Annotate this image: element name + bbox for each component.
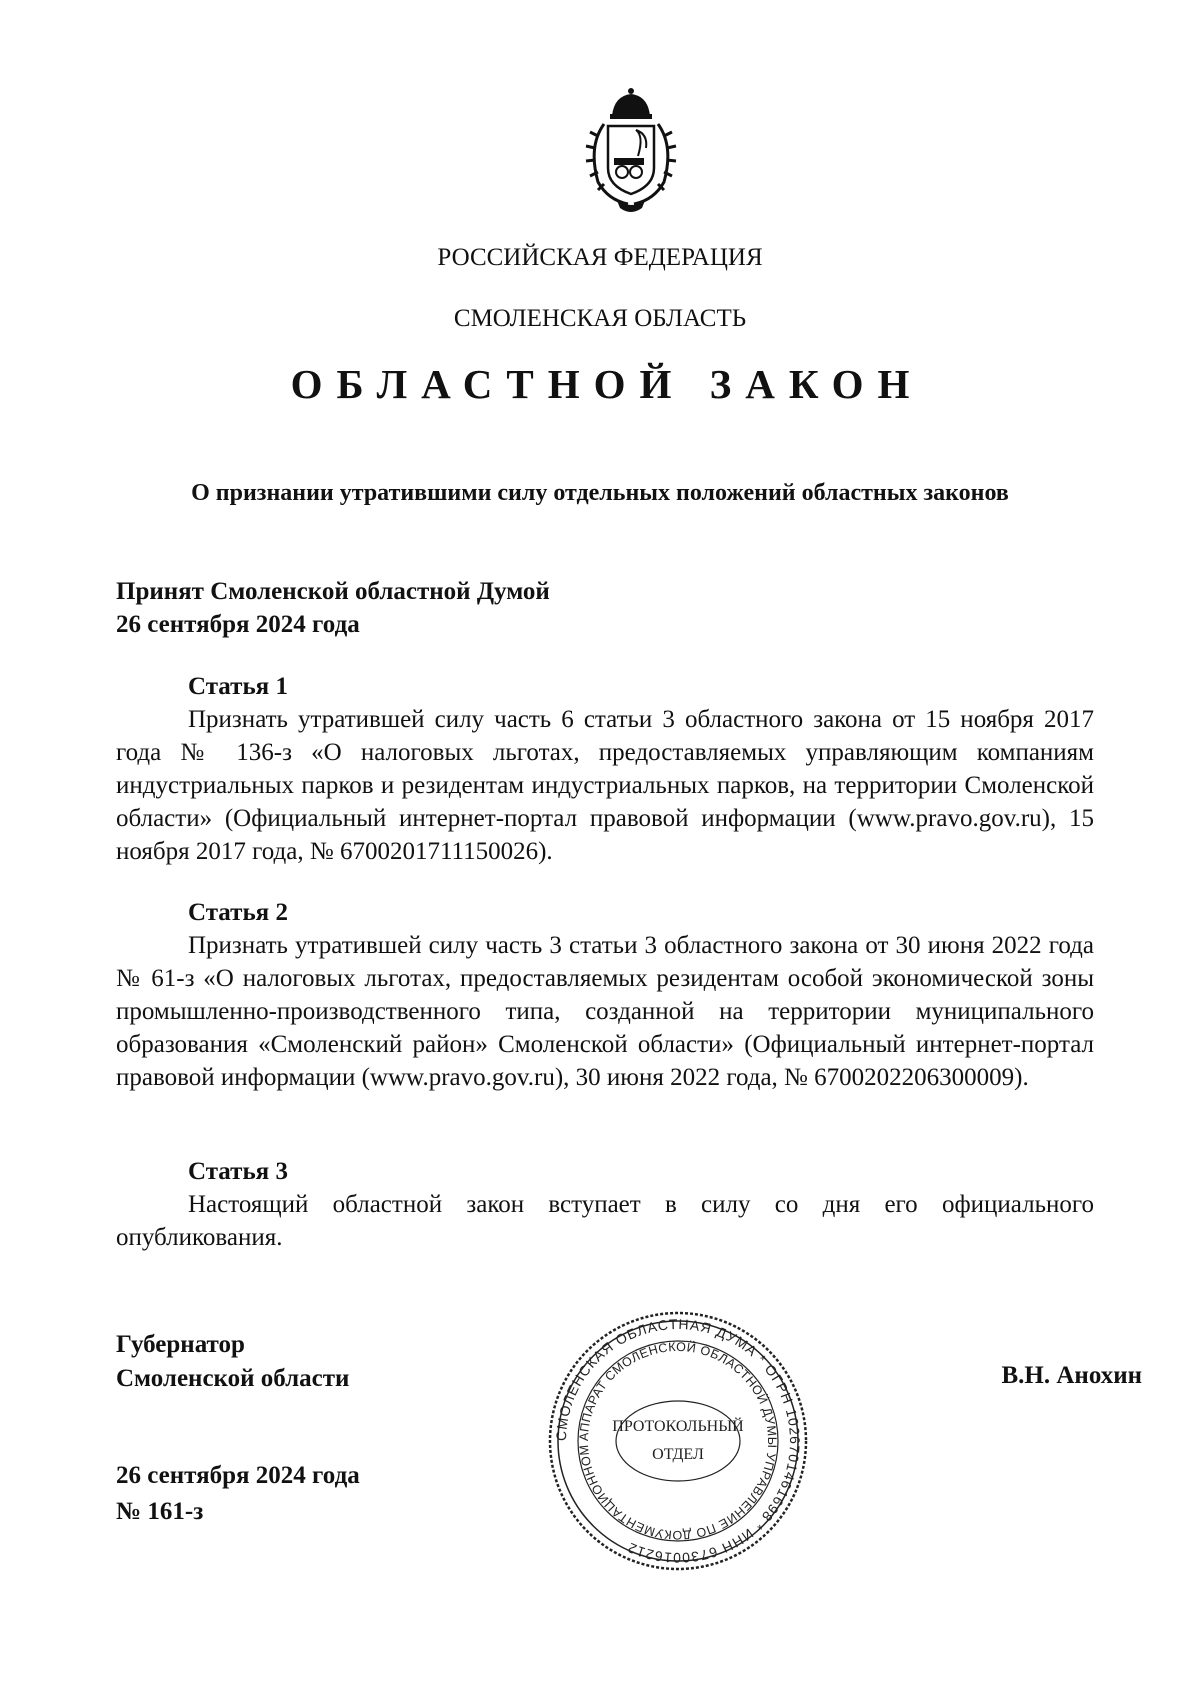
official-stamp — [545, 1308, 811, 1574]
signatory-name: В.Н. Анохин — [1001, 1362, 1142, 1389]
article-text: Настоящий областной закон вступает в силу со дня его официального опубликования. — [116, 1191, 1094, 1251]
adoption-block — [116, 575, 550, 641]
stamp-center — [545, 1308, 811, 1574]
adoption-body: Принят Смоленской областной Думой — [116, 578, 550, 605]
signatory-position: Губернатор — [116, 1331, 245, 1358]
adoption-date: 26 сентября 2024 года — [116, 611, 360, 638]
article-title: Статья 2 — [188, 899, 288, 926]
signing-date: 26 сентября 2024 года — [116, 1462, 360, 1489]
law-number: № 161-з — [116, 1498, 204, 1525]
header-region: СМОЛЕНСКАЯ ОБЛАСТЬ — [453, 305, 747, 332]
signing-block — [116, 1458, 360, 1530]
article-title: Статья 1 — [188, 673, 288, 700]
article-text: Признать утратившей силу часть 6 статьи 3 областного закона от 15 ноября 2017 года № 136-з «О налоговых льготах, предоставляемых управляющим компаниям индустриальных парков и резидентам индустриальных парков, на территории Смоленской области» (Официальный интернет-портал правовой информации (www.pravo.gov.ru), 15 ноября 2017 года, № 6700201711150026). — [116, 706, 1094, 865]
article-2 — [116, 896, 1094, 1094]
article-text: Признать утратившей силу часть 3 статьи 3 областного закона от 30 июня 2022 года № 61-з «О налоговых льготах, предоставляемых резидентам особой экономической зоны промышленно-производственного типа, созданной на территории муниципального образования «Смоленский район» Смоленской области» (Официальный интернет-портал правовой информации (www.pravo.gov.ru), 30 июня 2022 года, № 6700202206300009). — [116, 932, 1094, 1091]
document-type-title: ОБЛАСТНОЙ ЗАКОН — [290, 361, 924, 407]
coat-of-arms-icon — [578, 86, 684, 216]
signatory-region: Смоленской области — [116, 1365, 350, 1392]
signatory-title — [116, 1328, 349, 1396]
stamp-center-line2: ОТДЕЛ — [652, 1446, 704, 1463]
header-country: РОССИЙСКАЯ ФЕДЕРАЦИЯ — [437, 244, 763, 271]
stamp-outer-text: СМОЛЕНСКАЯ ОБЛАСТНАЯ ДУМА * ОГРН 1026701461698 * ИНН 6730016212 — [552, 1315, 804, 1567]
article-3 — [116, 1155, 1094, 1254]
article-1 — [116, 670, 1094, 868]
article-title: Статья 3 — [188, 1158, 288, 1185]
stamp-center-line1: ПРОТОКОЛЬНЫЙ — [612, 1418, 744, 1435]
stamp-inner-text: АППАРАТ СМОЛЕНСКОЙ ОБЛАСТНОЙ ДУМЫ УПРАВЛЕНИЕ ПО ДОКУМЕНТАЦИОННОМ — [576, 1339, 780, 1543]
law-subject-title: О признании утратившими силу отдельных положений областных законов — [191, 480, 1009, 506]
